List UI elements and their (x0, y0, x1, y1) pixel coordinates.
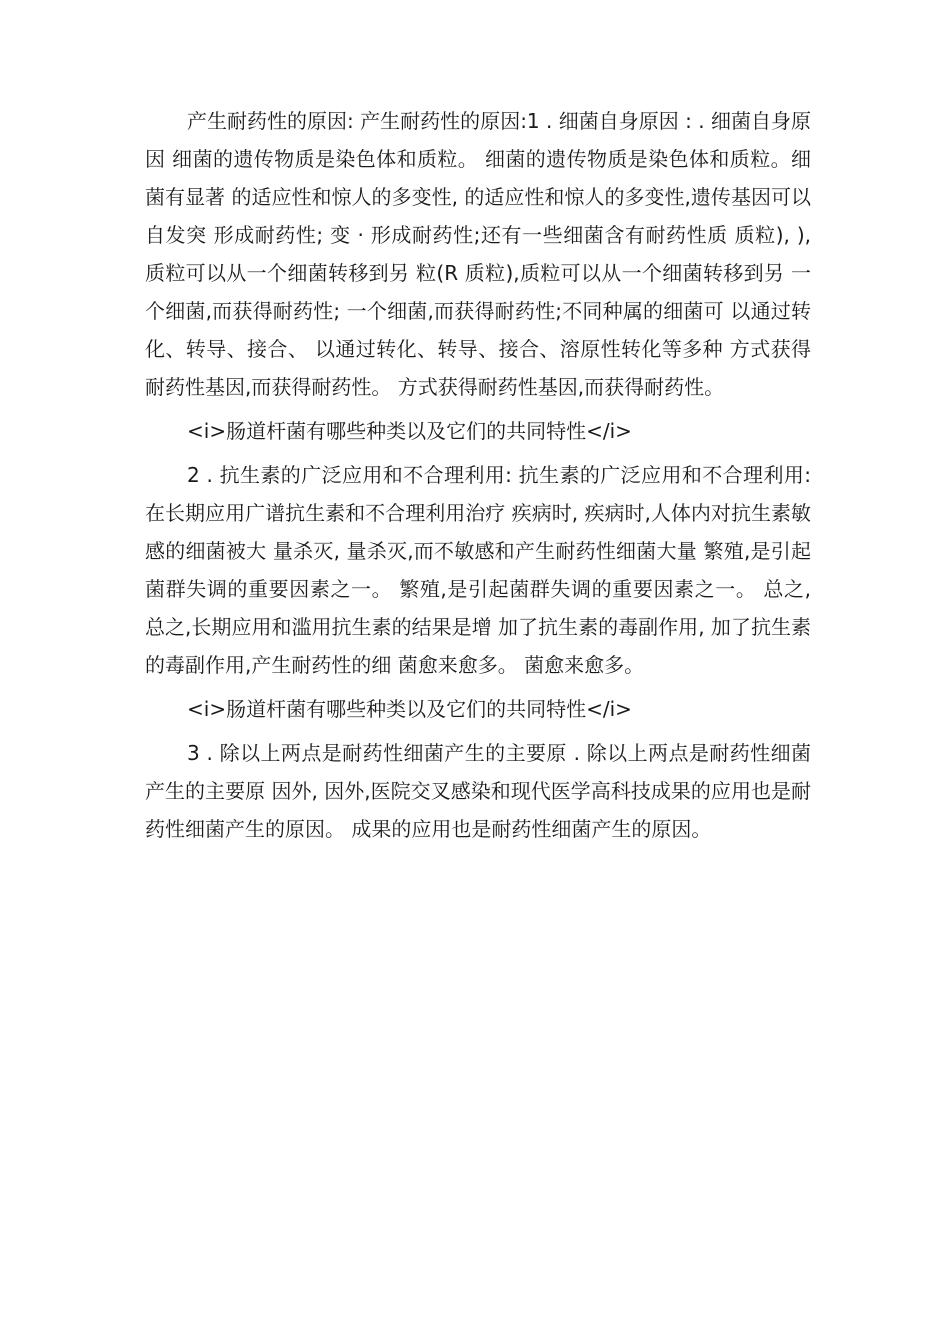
paragraph-causes-intro: 产生耐药性的原因: 产生耐药性的原因:1 . 细菌自身原因 : . 细菌自身原因 细菌的遗传物质是染色体和质粒。 细菌的遗传物质是染色体和质粒。细菌有显著 的适应性和惊人的多变性, 的适应性和惊人的多变性,遗传基因可以自发突 形成耐药性; 变 · 形成耐药性;还有一些细菌含有耐药性质 质粒), ),质粒可以从一个细菌转移到另 粒(R 质粒),质粒可以从一个细菌转移到另 一个细菌,而获得耐药性; 一个细菌,而获得耐药性;不同种属的细菌可 以通过转化、转导、接合、 以通过转化、转导、接合、溶原性转化等多种 方式获得耐药性基因,而获得耐药性。 方式获得耐药性基因,而获得耐药性。 (145, 109, 811, 399)
paragraph-antibiotic-use: 2 . 抗生素的广泛应用和不合理利用: 抗生素的广泛应用和不合理利用: 在长期应用广谱抗生素和不合理利用治疗 疾病时, 疾病时,人体内对抗生素敏感的细菌被大 量杀灭, 量杀灭,而不敏感和产生耐药性细菌大量 繁殖,是引起菌群失调的重要因素之一。 繁殖,是引起菌群失调的重要因素之一。 总之, 总之,长期应用和滥用抗生素的结果是增 加了抗生素的毒副作用, 加了抗生素的毒副作用,产生耐药性的细 菌愈来愈多。 菌愈来愈多。 (145, 463, 811, 677)
document-body (145, 102, 811, 848)
paragraph-italic-note: <i>肠道杆菌有哪些种类以及它们的共同特性</i> (187, 419, 632, 443)
paragraph-other-causes: 3 . 除以上两点是耐药性细菌产生的主要原 . 除以上两点是耐药性细菌产生的主要原 因外, 因外,医院交叉感染和现代医学高科技成果的应用也是耐药性细菌产生的原因。 成果的应用也是耐药性细菌产生的原因。 (145, 741, 811, 841)
paragraph-italic-note: <i>肠道杆菌有哪些种类以及它们的共同特性</i> (187, 697, 632, 721)
